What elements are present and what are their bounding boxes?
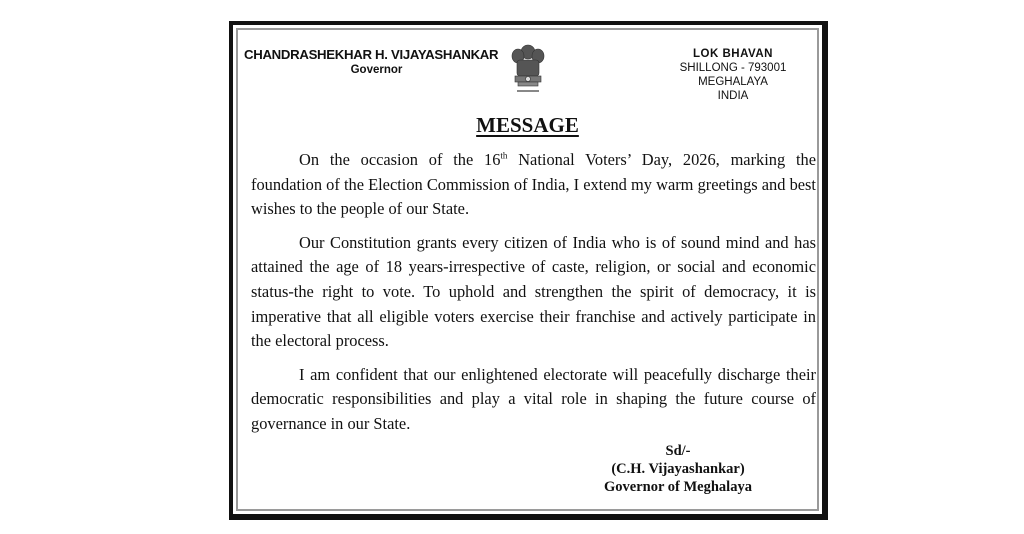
address-line-4: INDIA bbox=[717, 90, 749, 102]
p1-text-a: On the occasion of the 16 bbox=[299, 150, 501, 169]
message-body bbox=[251, 148, 816, 446]
sender-name: CHANDRASHEKHAR H. VIJAYASHANKAR bbox=[244, 47, 499, 62]
paragraph-1 bbox=[251, 148, 816, 222]
signature-name: (C.H. Vijayashankar) bbox=[611, 461, 745, 477]
document-inner-border bbox=[236, 28, 819, 511]
address-line-2: SHILLONG - 793001 bbox=[679, 62, 787, 74]
national-emblem-icon bbox=[506, 42, 550, 98]
sender-block bbox=[244, 47, 509, 76]
paragraph-2: Our Constitution grants every citizen of India who is of sound mind and has attained the age of 18 years-irrespective of caste, religion, or social and economic status-the right to vote. To uphold and strengthen the spirit of democracy, it is imperative that all eligible voters exercise their franchise and actively participate in the electoral process. bbox=[251, 232, 816, 351]
signature-sd: Sd/- bbox=[665, 443, 691, 459]
sender-title: Governor bbox=[350, 64, 403, 76]
p1-text-b: National Voters’ Day, 2026, marking the foundation of the Election Commission of India, I extend my warm greetings and best wishes to the people of our State. bbox=[251, 150, 816, 219]
p1-superscript: th bbox=[500, 150, 508, 161]
paragraph-3: I am confident that our enlightened electorate will peacefully discharge their democratic responsibilities and play a vital role in shaping the future course of governance in our State. bbox=[251, 364, 816, 433]
address-line-3: MEGHALAYA bbox=[698, 76, 768, 88]
address-block bbox=[658, 47, 808, 103]
signature-designation: Governor of Meghalaya bbox=[604, 479, 752, 495]
signature-block bbox=[578, 442, 778, 496]
document-frame bbox=[229, 21, 828, 520]
heading-text: MESSAGE bbox=[476, 113, 579, 137]
address-line-1: LOK BHAVAN bbox=[693, 48, 773, 60]
page-title bbox=[238, 113, 817, 138]
